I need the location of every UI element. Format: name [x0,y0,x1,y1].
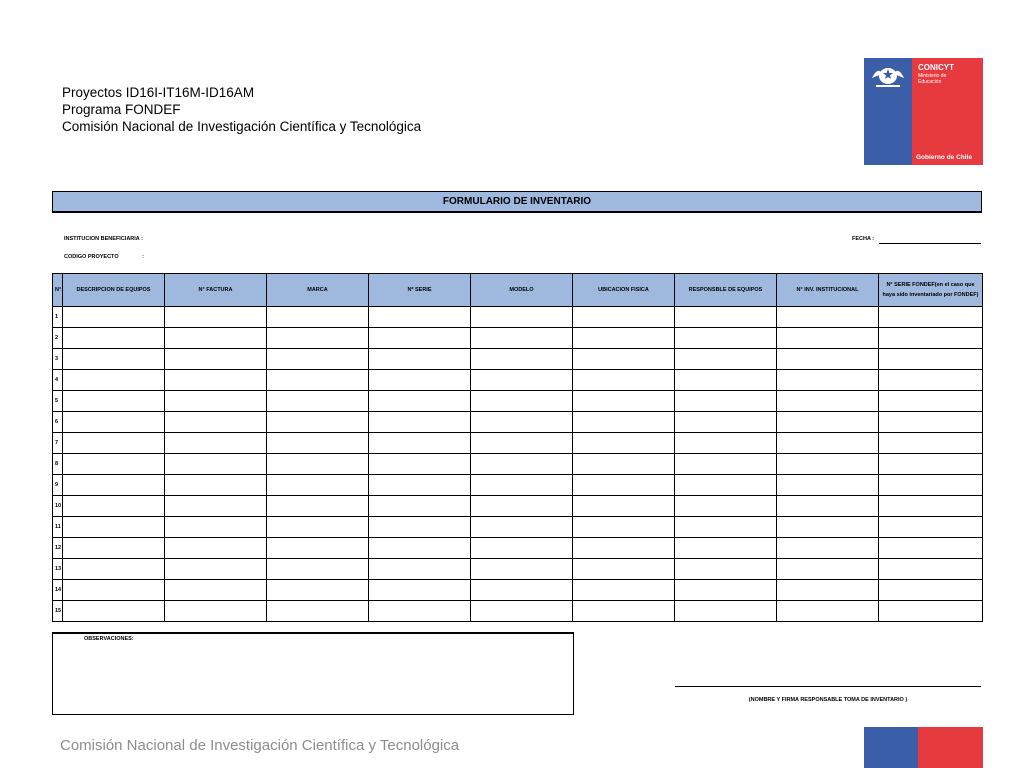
table-cell[interactable] [267,580,369,601]
table-cell[interactable] [879,601,983,622]
table-cell[interactable] [63,559,165,580]
table-row [53,391,983,412]
table-cell[interactable] [777,538,879,559]
table-cell[interactable] [267,517,369,538]
row-number: 7 [53,433,63,454]
table-cell[interactable] [267,433,369,454]
table-row [53,475,983,496]
footer-flag-red [918,727,983,768]
table-row [53,454,983,475]
table-cell[interactable] [573,454,675,475]
table-cell[interactable] [675,307,777,328]
table-cell[interactable] [675,601,777,622]
table-cell[interactable] [471,496,573,517]
table-cell[interactable] [165,349,267,370]
table-cell[interactable] [471,538,573,559]
table-cell[interactable] [267,559,369,580]
table-cell[interactable] [165,496,267,517]
table-cell[interactable] [573,538,675,559]
table-cell[interactable] [369,307,471,328]
table-cell[interactable] [675,496,777,517]
table-row [53,349,983,370]
codigo-colon: : [142,254,144,260]
table-cell[interactable] [471,475,573,496]
inventory-table [52,273,983,622]
document-header [62,84,421,135]
table-cell[interactable] [267,391,369,412]
table-cell[interactable] [777,307,879,328]
table-cell[interactable] [879,370,983,391]
table-cell[interactable] [573,517,675,538]
table-cell[interactable] [675,580,777,601]
table-cell[interactable] [879,559,983,580]
table-cell[interactable] [573,349,675,370]
table-cell[interactable] [573,559,675,580]
table-cell[interactable] [675,391,777,412]
table-cell[interactable] [369,391,471,412]
table-row [53,496,983,517]
table-cell[interactable] [573,580,675,601]
program-line: Programa FONDEF [62,102,181,117]
col-header-inv-institucional: N° INV. INSTITUCIONAL [777,274,879,307]
table-cell[interactable] [165,307,267,328]
table-cell[interactable] [471,349,573,370]
table-cell[interactable] [267,328,369,349]
table-cell[interactable] [777,412,879,433]
logo-government: Gobierno de Chile [916,154,972,161]
table-row [53,433,983,454]
table-cell[interactable] [369,454,471,475]
table-cell[interactable] [675,475,777,496]
table-cell[interactable] [471,307,573,328]
table-cell[interactable] [879,517,983,538]
table-cell[interactable] [267,454,369,475]
table-cell[interactable] [369,601,471,622]
fecha-label: FECHA : [852,236,875,242]
table-cell[interactable] [573,433,675,454]
table-cell[interactable] [165,370,267,391]
table-cell[interactable] [879,391,983,412]
table-cell[interactable] [471,559,573,580]
table-cell[interactable] [369,412,471,433]
row-number: 11 [53,517,63,538]
row-number: 10 [53,496,63,517]
table-cell[interactable] [267,349,369,370]
table-cell[interactable] [471,601,573,622]
table-cell[interactable] [165,391,267,412]
footer-flag-logo [864,727,983,768]
footer-commission: Comisión Nacional de Investigación Científica y Tecnológica [60,737,460,754]
table-cell[interactable] [471,370,573,391]
table-cell[interactable] [165,328,267,349]
logo-ministry [918,73,946,85]
table-cell[interactable] [63,475,165,496]
table-cell[interactable] [777,391,879,412]
table-cell[interactable] [369,349,471,370]
table-cell[interactable] [369,559,471,580]
table-cell[interactable] [63,538,165,559]
table-row [53,517,983,538]
row-number: 6 [53,412,63,433]
table-row [53,370,983,391]
table-cell[interactable] [777,454,879,475]
table-cell[interactable] [165,412,267,433]
table-row [53,412,983,433]
table-cell[interactable] [267,475,369,496]
table-header-row [53,274,983,307]
logo-red-panel [912,58,983,165]
row-number: 2 [53,328,63,349]
row-number: 3 [53,349,63,370]
table-cell[interactable] [675,349,777,370]
table-cell[interactable] [879,496,983,517]
table-cell[interactable] [675,517,777,538]
table-cell[interactable] [573,601,675,622]
col-header-serie: Nº SERIE [369,274,471,307]
table-cell[interactable] [471,328,573,349]
table-cell[interactable] [369,370,471,391]
table-cell[interactable] [63,328,165,349]
table-cell[interactable] [777,517,879,538]
table-cell[interactable] [675,454,777,475]
table-cell[interactable] [63,496,165,517]
col-header-factura: N° FACTURA [165,274,267,307]
logo-org-name: CONICYT [918,63,954,72]
table-cell[interactable] [879,454,983,475]
table-cell[interactable] [675,559,777,580]
table-cell[interactable] [675,433,777,454]
table-cell[interactable] [471,391,573,412]
table-cell[interactable] [471,454,573,475]
col-header-num: N° [53,274,63,307]
table-cell[interactable] [165,580,267,601]
table-cell[interactable] [573,370,675,391]
conicyt-logo [864,58,983,165]
table-cell[interactable] [369,517,471,538]
table-cell[interactable] [777,496,879,517]
table-row [53,328,983,349]
col-header-responsable: RESPONSBLE DE EQUIPOS [675,274,777,307]
table-cell[interactable] [471,580,573,601]
codigo-label: CODIGO PROYECTO [64,254,119,260]
table-cell[interactable] [63,349,165,370]
table-row [53,538,983,559]
table-cell[interactable] [573,307,675,328]
table-cell[interactable] [777,349,879,370]
table-cell[interactable] [267,412,369,433]
table-cell[interactable] [165,559,267,580]
table-cell[interactable] [573,328,675,349]
table-cell[interactable] [165,454,267,475]
table-cell[interactable] [777,559,879,580]
row-number: 4 [53,370,63,391]
row-number: 5 [53,391,63,412]
signature-line [675,686,981,687]
table-cell[interactable] [165,538,267,559]
table-cell[interactable] [63,601,165,622]
table-cell[interactable] [165,475,267,496]
table-body [53,307,983,622]
table-cell[interactable] [879,328,983,349]
table-cell[interactable] [675,412,777,433]
table-cell[interactable] [165,601,267,622]
table-cell[interactable] [165,433,267,454]
table-cell[interactable] [165,517,267,538]
col-header-modelo: MODELO [471,274,573,307]
col-header-ubicacion: UBICACION FISICA [573,274,675,307]
form-title: FORMULARIO DE INVENTARIO [52,191,982,213]
table-cell[interactable] [879,538,983,559]
col-header-marca: MARCA [267,274,369,307]
col-header-serie-fondef: N° SERIE FONDEF(en el caso que haya sido inventariado por FONDEF) [879,274,983,307]
logo-blue-panel [864,58,912,165]
table-cell[interactable] [777,580,879,601]
table-cell[interactable] [777,328,879,349]
row-number: 12 [53,538,63,559]
table-cell[interactable] [879,412,983,433]
table-cell[interactable] [879,349,983,370]
fecha-field[interactable] [879,243,981,244]
table-cell[interactable] [879,307,983,328]
table-cell[interactable] [63,307,165,328]
table-cell[interactable] [777,370,879,391]
table-cell[interactable] [369,538,471,559]
observaciones-box[interactable] [52,632,574,715]
table-cell[interactable] [267,538,369,559]
table-cell[interactable] [471,412,573,433]
table-cell[interactable] [267,307,369,328]
table-cell[interactable] [471,517,573,538]
institucion-label: INSTITUCION BENEFICIARIA : [64,236,143,242]
table-cell[interactable] [369,580,471,601]
projects-line: Proyectos ID16I-IT16M-ID16AM [62,85,255,100]
row-number: 14 [53,580,63,601]
row-number: 9 [53,475,63,496]
table-cell[interactable] [63,454,165,475]
table-cell[interactable] [573,475,675,496]
table-cell[interactable] [267,370,369,391]
logo-ministry-line1: Ministerio de [918,73,947,79]
table-cell[interactable] [675,328,777,349]
observaciones-label: OBSERVACIONES: [84,636,134,642]
table-cell[interactable] [675,370,777,391]
row-number: 15 [53,601,63,622]
table-cell[interactable] [63,391,165,412]
table-cell[interactable] [573,412,675,433]
row-number: 8 [53,454,63,475]
table-cell[interactable] [573,496,675,517]
table-row [53,580,983,601]
commission-line: Comisión Nacional de Investigación Científica y Tecnológica [62,119,422,134]
table-cell[interactable] [63,412,165,433]
table-cell[interactable] [369,433,471,454]
logo-ministry-line2: Educación [918,79,942,85]
signature-label: (NOMBRE Y FIRMA RESPONSABLE TOMA DE INVENTARIO ) [748,697,908,703]
table-row [53,601,983,622]
table-cell[interactable] [777,601,879,622]
table-cell[interactable] [369,496,471,517]
table-cell[interactable] [879,580,983,601]
row-number: 1 [53,307,63,328]
table-cell[interactable] [879,433,983,454]
table-cell[interactable] [63,580,165,601]
table-cell[interactable] [369,475,471,496]
footer-flag-blue [864,727,918,768]
table-cell[interactable] [63,433,165,454]
table-row [53,559,983,580]
table-cell[interactable] [63,370,165,391]
table-cell[interactable] [267,601,369,622]
col-header-descripcion: DESCRIPCION DE EQUIPOS [63,274,165,307]
table-row [53,307,983,328]
table-cell[interactable] [879,475,983,496]
coat-of-arms-icon [868,58,908,92]
table-cell[interactable] [675,538,777,559]
table-cell[interactable] [777,475,879,496]
row-number: 13 [53,559,63,580]
table-cell[interactable] [777,433,879,454]
table-cell[interactable] [573,391,675,412]
table-cell[interactable] [471,433,573,454]
table-cell[interactable] [267,496,369,517]
table-cell[interactable] [369,328,471,349]
table-cell[interactable] [63,517,165,538]
